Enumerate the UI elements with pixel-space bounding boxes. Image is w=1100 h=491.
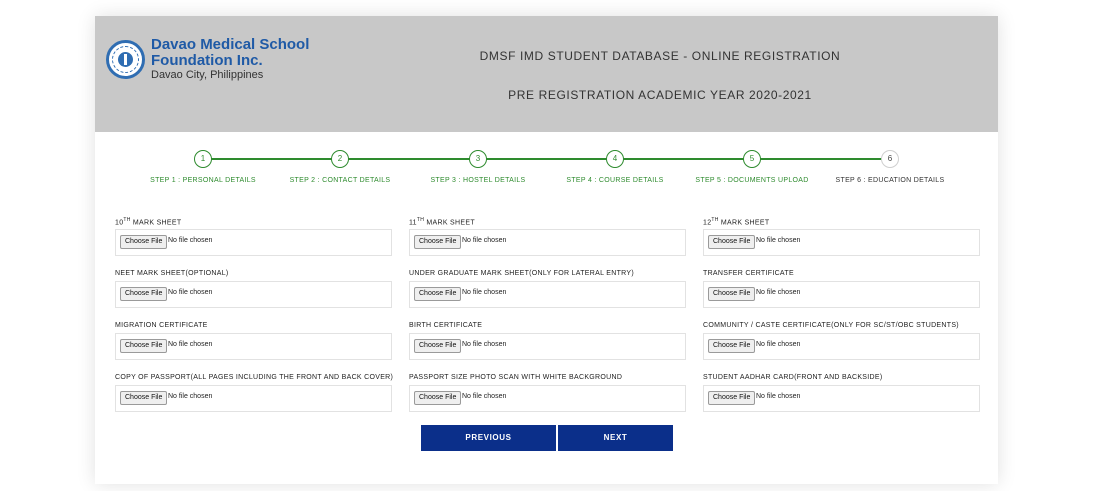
birth-certificate-file-input[interactable] (409, 333, 686, 360)
next-button[interactable]: NEXT (558, 425, 673, 451)
birth-certificate-label: BIRTH CERTIFICATE (409, 322, 483, 329)
choose-file-button[interactable]: Choose File (414, 287, 461, 301)
passport-copy-label: COPY OF PASSPORT(ALL PAGES INCLUDING THE FRONT AND BACK COVER) (115, 374, 394, 381)
choose-file-button[interactable]: Choose File (708, 391, 755, 405)
migration-certificate-label: MIGRATION CERTIFICATE (115, 322, 208, 329)
choose-file-button[interactable]: Choose File (708, 287, 755, 301)
choose-file-button[interactable]: Choose File (708, 339, 755, 353)
choose-file-button[interactable]: Choose File (120, 287, 167, 301)
choose-file-button[interactable]: Choose File (120, 235, 167, 249)
mark-sheet-12-file-input[interactable] (703, 229, 980, 256)
step-3-label[interactable]: STEP 3 : HOSTEL DETAILS (430, 177, 526, 184)
choose-file-button[interactable]: Choose File (120, 339, 167, 353)
mark-sheet-11-file-input[interactable] (409, 229, 686, 256)
file-status: No file chosen (168, 393, 213, 400)
school-city: Davao City, Philippines (151, 69, 264, 81)
file-status: No file chosen (462, 289, 507, 296)
file-status: No file chosen (756, 289, 801, 296)
stepper-progress-line (205, 158, 890, 160)
neet-mark-sheet-file-input[interactable] (115, 281, 392, 308)
ug-mark-sheet-file-input[interactable] (409, 281, 686, 308)
file-status: No file chosen (756, 341, 801, 348)
transfer-certificate-file-input[interactable] (703, 281, 980, 308)
neet-mark-sheet-label: NEET MARK SHEET(OPTIONAL) (115, 270, 229, 277)
step-4-label[interactable]: STEP 4 : COURSE DETAILS (566, 177, 664, 184)
file-status: No file chosen (756, 237, 801, 244)
step-1-label[interactable]: STEP 1 : PERSONAL DETAILS (150, 177, 256, 184)
mark-sheet-12-label: 12TH MARK SHEET (703, 217, 770, 227)
choose-file-button[interactable]: Choose File (414, 235, 461, 249)
choose-file-button[interactable]: Choose File (120, 391, 167, 405)
mark-sheet-10-label: 10TH MARK SHEET (115, 217, 182, 227)
step-1-circle[interactable]: 1 (194, 150, 212, 168)
community-certificate-file-input[interactable] (703, 333, 980, 360)
school-name: Davao Medical School Foundation Inc. (151, 36, 310, 69)
choose-file-button[interactable]: Choose File (414, 339, 461, 353)
step-6-circle[interactable]: 6 (881, 150, 899, 168)
file-status: No file chosen (168, 341, 213, 348)
step-2-circle[interactable]: 2 (331, 150, 349, 168)
file-status: No file chosen (462, 237, 507, 244)
ug-mark-sheet-label: UNDER GRADUATE MARK SHEET(ONLY FOR LATERAL ENTRY) (409, 270, 634, 277)
previous-button[interactable]: PREVIOUS (421, 425, 556, 451)
mark-sheet-10-file-input[interactable] (115, 229, 392, 256)
page-header (95, 16, 998, 132)
file-status: No file chosen (462, 341, 507, 348)
page-title: DMSF IMD STUDENT DATABASE - ONLINE REGISTRATION (479, 49, 841, 63)
passport-photo-label: PASSPORT SIZE PHOTO SCAN WITH WHITE BACKGROUND (409, 374, 623, 381)
community-certificate-label: COMMUNITY / CASTE CERTIFICATE(ONLY FOR SC/ST/OBC STUDENTS) (703, 322, 959, 329)
choose-file-button[interactable]: Choose File (414, 391, 461, 405)
step-2-label[interactable]: STEP 2 : CONTACT DETAILS (289, 177, 391, 184)
registration-card (95, 16, 998, 484)
transfer-certificate-label: TRANSFER CERTIFICATE (703, 270, 794, 277)
file-status: No file chosen (168, 237, 213, 244)
migration-certificate-file-input[interactable] (115, 333, 392, 360)
passport-copy-file-input[interactable] (115, 385, 392, 412)
mark-sheet-11-label: 11TH MARK SHEET (409, 217, 475, 227)
aadhar-card-file-input[interactable] (703, 385, 980, 412)
step-5-circle[interactable]: 5 (743, 150, 761, 168)
step-4-circle[interactable]: 4 (606, 150, 624, 168)
file-status: No file chosen (756, 393, 801, 400)
step-5-label[interactable]: STEP 5 : DOCUMENTS UPLOAD (695, 177, 809, 184)
step-3-circle[interactable]: 3 (469, 150, 487, 168)
aadhar-card-label: STUDENT AADHAR CARD(FRONT AND BACKSIDE) (703, 374, 883, 381)
choose-file-button[interactable]: Choose File (708, 235, 755, 249)
file-status: No file chosen (168, 289, 213, 296)
passport-photo-file-input[interactable] (409, 385, 686, 412)
step-6-label[interactable]: STEP 6 : EDUCATION DETAILS (835, 177, 945, 184)
file-status: No file chosen (462, 393, 507, 400)
school-seal-icon (106, 40, 145, 79)
page-subtitle: PRE REGISTRATION ACADEMIC YEAR 2020-2021 (508, 88, 812, 102)
